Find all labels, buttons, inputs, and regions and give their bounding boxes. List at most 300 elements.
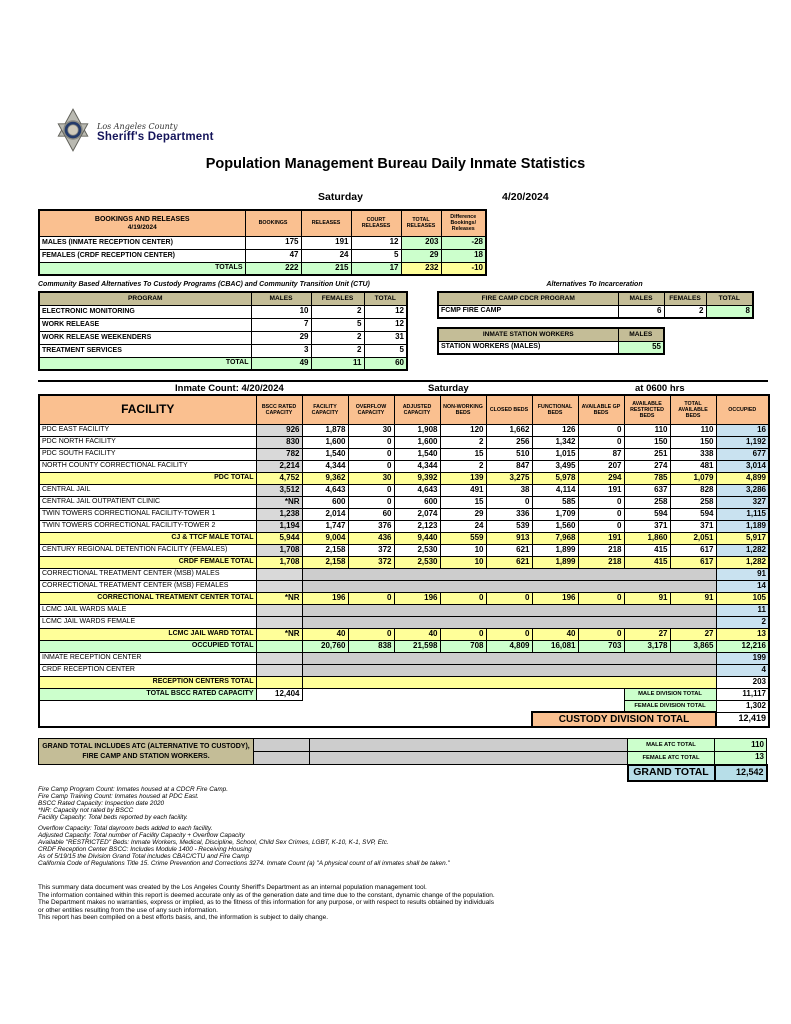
occupied-value: 4 — [716, 664, 769, 676]
cell-value: 594 — [670, 508, 716, 520]
cell-value: 47 — [245, 249, 301, 262]
disclaimer-line: The information contained within this report is deemed accurate only as of the generation date and time due to the constant, dynamic change of the population. — [38, 891, 495, 899]
totals-value: 9,004 — [302, 532, 348, 544]
cell-value: 1,189 — [716, 520, 769, 532]
cell-value: 481 — [670, 460, 716, 472]
row-label: LCMC JAIL WARDS FEMALE — [39, 616, 256, 628]
cell-value: 258 — [624, 496, 670, 508]
row-label: CRDF RECEPTION CENTER — [39, 664, 256, 676]
totals-value: 2,158 — [302, 556, 348, 568]
cbac-header-row — [39, 292, 407, 305]
inmate-count-time: at 0600 hrs — [635, 383, 685, 394]
cell-value: 0 — [578, 520, 624, 532]
totals-value: 372 — [348, 556, 394, 568]
fire-camp-table — [437, 291, 754, 319]
totals-value: 4,899 — [716, 472, 769, 484]
cell-value: 3 — [251, 344, 311, 357]
cbac-row — [39, 344, 407, 357]
cell-value: 510 — [486, 448, 532, 460]
row-label: MALES (INMATE RECEPTION CENTER) — [39, 236, 245, 249]
totals-value: 0 — [486, 628, 532, 640]
facility-row — [39, 484, 769, 496]
grand-total-table — [38, 738, 768, 782]
cell-value: 0 — [348, 460, 394, 472]
cbac-row — [39, 318, 407, 331]
footnote-line: California Code of Regulations Title 15. Crime Prevention and Corrections 3274. Inmate Count (a) "A physical count of all inmates shall be taken." — [38, 859, 450, 867]
cell-value: 2,123 — [394, 520, 440, 532]
column-header: TOTAL — [364, 292, 407, 305]
totals-value: 12,216 — [716, 640, 769, 652]
cell-value: 24 — [301, 249, 351, 262]
footnotes-group1 — [38, 787, 228, 822]
cell-value: 55 — [618, 341, 664, 354]
grand-total-note: GRAND TOTAL INCLUDES ATC (ALTERNATIVE TO CUSTODY), FIRE CAMP AND STATION WORKERS. — [39, 739, 254, 765]
column-header: TOTAL RELEASES — [401, 210, 441, 236]
cbac-row — [39, 331, 407, 344]
totals-value: 1,282 — [716, 556, 769, 568]
cell-value: 5 — [364, 344, 407, 357]
cell-value: 372 — [348, 544, 394, 556]
cbac-title: Community Based Alternatives To Custody Programs (CBAC) and Community Transition Unit (CTU) — [38, 281, 370, 288]
subtotal-row — [39, 472, 769, 484]
cell-value: 830 — [256, 436, 302, 448]
cell-value: 338 — [670, 448, 716, 460]
disclaimer-line: This report has been compiled on a best efforts basis, and, the information is subject to daily change. — [38, 914, 329, 922]
column-header: BOOKINGS — [245, 210, 301, 236]
occupied-value: 14 — [716, 580, 769, 592]
facility-row — [39, 448, 769, 460]
disclaimer-line: or other entities resulting from the use of any such information. — [38, 906, 218, 914]
inmate-count-label — [175, 383, 284, 394]
cell-value: 1,282 — [716, 544, 769, 556]
cell-value: 0 — [348, 448, 394, 460]
totals-value: 5,978 — [532, 472, 578, 484]
cell-value: 29 — [401, 249, 441, 262]
footnote-line: Facility Capacity: Total beds reported by each facility. — [38, 813, 188, 821]
facility-count-table — [38, 394, 770, 728]
atc-value: 110 — [715, 739, 767, 752]
cell-value: 585 — [532, 496, 578, 508]
cell-value: 677 — [716, 448, 769, 460]
totals-value: 196 — [394, 592, 440, 604]
totals-value: 708 — [440, 640, 486, 652]
row-label: PDC NORTH FACILITY — [39, 436, 256, 448]
inmate-count-date: 4/20/2024 — [241, 383, 284, 394]
span-row — [39, 568, 769, 580]
cell-value: 0 — [578, 424, 624, 436]
totals-value: 0 — [578, 628, 624, 640]
facility-row — [39, 460, 769, 472]
facility-row — [39, 424, 769, 436]
row-label: TWIN TOWERS CORRECTIONAL FACILITY-TOWER 2 — [39, 520, 256, 532]
row-label: FCMP FIRE CAMP — [438, 305, 618, 318]
empty-cell — [256, 664, 302, 676]
division-value: 1,302 — [716, 700, 769, 712]
cell-value: 5 — [351, 249, 401, 262]
empty-cell — [256, 676, 302, 688]
row-label: PDC SOUTH FACILITY — [39, 448, 256, 460]
cell-value: 1,747 — [302, 520, 348, 532]
row-label: NORTH COUNTY CORRECTIONAL FACILITY — [39, 460, 256, 472]
spacer-cell — [254, 752, 310, 765]
empty-cell — [256, 580, 302, 592]
totals-value: 17 — [351, 262, 401, 275]
totals-value: 703 — [578, 640, 624, 652]
spacer — [302, 688, 624, 700]
column-header: Difference Bookings/ Releases — [441, 210, 486, 236]
custody-total-row — [39, 712, 769, 727]
cell-value: 38 — [486, 484, 532, 496]
logo-text — [97, 122, 214, 143]
station-workers-table — [437, 327, 665, 355]
cell-value: 1,115 — [716, 508, 769, 520]
cell-value: 1,708 — [256, 544, 302, 556]
cell-value: 15 — [440, 448, 486, 460]
totals-value: 1,079 — [670, 472, 716, 484]
row-label: CENTURY REGIONAL DETENTION FACILITY (FEMALES) — [39, 544, 256, 556]
cell-value: 1,238 — [256, 508, 302, 520]
cell-value: 207 — [578, 460, 624, 472]
sheriff-star-icon — [54, 108, 92, 157]
totals-label: PDC TOTAL — [39, 472, 256, 484]
cell-value: 110 — [624, 424, 670, 436]
bookings-row — [39, 249, 486, 262]
footnote-line: CRDF Reception Center BSCC: Includes Module 1400 - Receiving Housing — [38, 845, 252, 853]
logo-department: Sheriff's Department — [97, 131, 214, 143]
cell-value: 782 — [256, 448, 302, 460]
footnote-line: Fire Camp Program Count: Inmates housed at a CDCR Fire Camp. — [38, 786, 229, 793]
cell-value: 327 — [716, 496, 769, 508]
row-label: LCMC JAIL WARDS MALE — [39, 604, 256, 616]
totals-value: 3,865 — [670, 640, 716, 652]
footnote-line: As of 5/19/15 the Division Grand Total includes CBAC/CTU and Fire Camp — [38, 852, 250, 860]
bookings-table — [38, 209, 487, 276]
cell-value: 4,344 — [394, 460, 440, 472]
totals-value: 196 — [302, 592, 348, 604]
cell-value: 336 — [486, 508, 532, 520]
cell-value: 371 — [624, 520, 670, 532]
subtotal-row — [39, 532, 769, 544]
merged-cell — [302, 664, 716, 676]
totals-value: 232 — [401, 262, 441, 275]
cell-value: 2 — [664, 305, 706, 318]
totals-value: 4,752 — [256, 472, 302, 484]
totals-value: 13 — [716, 628, 769, 640]
cell-value: 3,014 — [716, 460, 769, 472]
totals-value: 0 — [440, 592, 486, 604]
totals-value: 27 — [670, 628, 716, 640]
disclaimer-line: This summary data document was created by the Los Angeles County Sheriff's Department as an internal population management tool. — [38, 884, 427, 891]
lasd-logo — [54, 108, 214, 157]
column-header: TOTAL — [706, 292, 753, 305]
cell-value: 1,192 — [716, 436, 769, 448]
totals-value: 9,440 — [394, 532, 440, 544]
totals-value: 196 — [532, 592, 578, 604]
cell-value: 621 — [486, 544, 532, 556]
totals-value: 1,708 — [256, 556, 302, 568]
row-label: CENTRAL JAIL OUTPATIENT CLINIC — [39, 496, 256, 508]
cell-value: 16 — [716, 424, 769, 436]
column-header: MALES — [251, 292, 311, 305]
cell-value: 1,899 — [532, 544, 578, 556]
totals-value: 215 — [301, 262, 351, 275]
column-header: FIRE CAMP CDCR PROGRAM — [438, 292, 618, 305]
totals-value: 5,917 — [716, 532, 769, 544]
totals-value: 436 — [348, 532, 394, 544]
bookings-subtitle: 4/19/2024 — [127, 223, 157, 231]
ati-title: Alternatives To Incarceration — [546, 281, 643, 288]
totals-value: *NR — [256, 628, 302, 640]
spacer — [39, 765, 628, 781]
column-header: FACILITY CAPACITY — [302, 395, 348, 424]
spacer-cell — [310, 752, 628, 765]
column-header: COURT RELEASES — [351, 210, 401, 236]
column-header: BSCC RATED CAPACITY — [256, 395, 302, 424]
logo-county: Los Angeles County — [97, 122, 178, 131]
totals-value: 0 — [348, 628, 394, 640]
division-label: MALE DIVISION TOTAL — [624, 688, 716, 700]
totals-value: 30 — [348, 472, 394, 484]
row-label: TWIN TOWERS CORRECTIONAL FACILITY-TOWER 1 — [39, 508, 256, 520]
column-header: AVAILABLE RESTRICTED BEDS — [624, 395, 670, 424]
span-row — [39, 664, 769, 676]
cell-value: 4,344 — [302, 460, 348, 472]
facility-row — [39, 436, 769, 448]
cell-value: 2,214 — [256, 460, 302, 472]
totals-label: CJ & TTCF MALE TOTAL — [39, 532, 256, 544]
column-header: TOTAL AVAILABLE BEDS — [670, 395, 716, 424]
totals-label: OCCUPIED TOTAL — [39, 640, 256, 652]
totals-value: 40 — [394, 628, 440, 640]
cell-value: 60 — [348, 508, 394, 520]
cell-value: 4,643 — [394, 484, 440, 496]
totals-value: 838 — [348, 640, 394, 652]
row-label: WORK RELEASE WEEKENDERS — [39, 331, 251, 344]
cell-value: 150 — [670, 436, 716, 448]
inmate-count-day: Saturday — [428, 383, 469, 394]
totals-value: 621 — [486, 556, 532, 568]
column-header: AVAILABLE GP BEDS — [578, 395, 624, 424]
cell-value: *NR — [256, 496, 302, 508]
facility-row — [39, 520, 769, 532]
totals-value: 9,362 — [302, 472, 348, 484]
division-label: FEMALE DIVISION TOTAL — [624, 700, 716, 712]
spacer-cell — [310, 739, 628, 752]
cell-value: 2,158 — [302, 544, 348, 556]
cell-value: 1,878 — [302, 424, 348, 436]
totals-value: 20,760 — [302, 640, 348, 652]
totals-value: 40 — [302, 628, 348, 640]
span-row — [39, 616, 769, 628]
row-label: CORRECTIONAL TREATMENT CENTER (MSB) FEMALES — [39, 580, 256, 592]
totals-value: 1,899 — [532, 556, 578, 568]
column-header: MALES — [618, 328, 664, 341]
cell-value: 3,286 — [716, 484, 769, 496]
bookings-title-cell — [39, 210, 245, 236]
cell-value: 203 — [401, 236, 441, 249]
bookings-header-row — [39, 210, 486, 236]
cell-value: 2,074 — [394, 508, 440, 520]
cell-value: 1,662 — [486, 424, 532, 436]
row-label: CENTRAL JAIL — [39, 484, 256, 496]
totals-value: 5,944 — [256, 532, 302, 544]
cell-value: 1,342 — [532, 436, 578, 448]
totals-value: 16,081 — [532, 640, 578, 652]
cell-value: 0 — [578, 496, 624, 508]
span-row — [39, 652, 769, 664]
totals-value: 913 — [486, 532, 532, 544]
page-title: Population Management Bureau Daily Inmate Statistics — [205, 156, 586, 172]
column-header: FEMALES — [664, 292, 706, 305]
totals-value — [256, 640, 302, 652]
totals-value: 415 — [624, 556, 670, 568]
cell-value: 29 — [251, 331, 311, 344]
grand-total-row — [39, 765, 767, 781]
facility-header-row — [39, 395, 769, 424]
row-label: TREATMENT SERVICES — [39, 344, 251, 357]
occupied-value: 203 — [716, 676, 769, 688]
cell-value: 2 — [311, 331, 364, 344]
spacer-cell — [254, 739, 310, 752]
column-header: FEMALES — [311, 292, 364, 305]
cell-value: 1,015 — [532, 448, 578, 460]
cell-value: 24 — [440, 520, 486, 532]
empty-cell — [256, 568, 302, 580]
cell-value: 926 — [256, 424, 302, 436]
totals-label: TOTALS — [39, 262, 245, 275]
grand-total-label: GRAND TOTAL — [628, 765, 715, 781]
cell-value: 491 — [440, 484, 486, 496]
totals-value: 10 — [440, 556, 486, 568]
totals-value: 91 — [670, 592, 716, 604]
cell-value: 12 — [351, 236, 401, 249]
cell-value: 258 — [670, 496, 716, 508]
row-label: FEMALES (CRDF RECEPTION CENTER) — [39, 249, 245, 262]
totals-value: 559 — [440, 532, 486, 544]
bookings-row — [39, 236, 486, 249]
merged-cell — [302, 568, 716, 580]
cell-value: 600 — [394, 496, 440, 508]
empty-cell — [256, 604, 302, 616]
totals-value: 60 — [364, 357, 407, 370]
custody-division-value: 12,419 — [716, 712, 769, 727]
cell-value: 12 — [364, 318, 407, 331]
totals-value: 1,860 — [624, 532, 670, 544]
totals-value: 105 — [716, 592, 769, 604]
column-header: INMATE STATION WORKERS — [438, 328, 618, 341]
totals-value: 11 — [311, 357, 364, 370]
cell-value: 191 — [301, 236, 351, 249]
cell-value: 2 — [311, 305, 364, 318]
totals-value: 3,275 — [486, 472, 532, 484]
bscc-total-row — [39, 688, 769, 700]
row-label: CORRECTIONAL TREATMENT CENTER (MSB) MALES — [39, 568, 256, 580]
atc-label: FEMALE ATC TOTAL — [628, 752, 715, 765]
division-total-row — [39, 700, 769, 712]
fire-camp-row — [438, 305, 753, 318]
column-header: RELEASES — [301, 210, 351, 236]
totals-value: 617 — [670, 556, 716, 568]
cell-value: 5 — [311, 318, 364, 331]
column-header: CLOSED BEDS — [486, 395, 532, 424]
cell-value: 4,643 — [302, 484, 348, 496]
column-header: NON-WORKING BEDS — [440, 395, 486, 424]
column-header: PROGRAM — [39, 292, 251, 305]
cell-value: 87 — [578, 448, 624, 460]
occupied-value: 2 — [716, 616, 769, 628]
cell-value: 2 — [311, 344, 364, 357]
cell-value: 594 — [624, 508, 670, 520]
facility-row — [39, 544, 769, 556]
footnote-line: Adjusted Capacity: Total number of Facility Capacity + Overflow Capacity — [38, 831, 245, 839]
grand-total-value: 12,542 — [715, 765, 767, 781]
cell-value: 31 — [364, 331, 407, 344]
occupied-value: 199 — [716, 652, 769, 664]
cell-value: 256 — [486, 436, 532, 448]
cbac-table — [38, 291, 408, 371]
cell-value: 10 — [251, 305, 311, 318]
cell-value: 0 — [578, 436, 624, 448]
footnote-line: Available "RESTRICTED" Beds: Inmate Workers, Medical, Discipline, School, Child Sex Crimes, LGBT, K-10, K-1, SVP, Etc. — [38, 838, 389, 846]
totals-value: 3,178 — [624, 640, 670, 652]
totals-value: 0 — [486, 592, 532, 604]
merged-cell — [302, 676, 716, 688]
row-label: STATION WORKERS (MALES) — [438, 341, 618, 354]
cell-value: 274 — [624, 460, 670, 472]
cell-value: 6 — [618, 305, 664, 318]
cell-value: 150 — [624, 436, 670, 448]
custody-division-label: CUSTODY DIVISION TOTAL — [532, 712, 716, 727]
totals-value: 139 — [440, 472, 486, 484]
cell-value: 1,540 — [302, 448, 348, 460]
cell-value: 120 — [440, 424, 486, 436]
cell-value: 828 — [670, 484, 716, 496]
row-label: PDC EAST FACILITY — [39, 424, 256, 436]
spacer — [39, 712, 532, 727]
cell-value: 3,495 — [532, 460, 578, 472]
occupied-total-row — [39, 640, 769, 652]
footnote-line: Overflow Capacity: Total dayroom beds added to each facility. — [38, 825, 213, 832]
span-row — [39, 604, 769, 616]
cell-value: 2 — [440, 460, 486, 472]
cell-value: 2,530 — [394, 544, 440, 556]
cell-value: 0 — [578, 508, 624, 520]
row-label: WORK RELEASE — [39, 318, 251, 331]
column-header: FACILITY — [39, 395, 256, 424]
column-header: MALES — [618, 292, 664, 305]
station-workers-row — [438, 341, 664, 354]
totals-value: 2,051 — [670, 532, 716, 544]
totals-value: 12,404 — [256, 688, 302, 700]
bookings-title: BOOKINGS AND RELEASES — [94, 215, 190, 223]
cell-value: 1,560 — [532, 520, 578, 532]
cell-value: 0 — [348, 484, 394, 496]
totals-value: 294 — [578, 472, 624, 484]
totals-label: TOTAL — [39, 357, 251, 370]
cell-value: 29 — [440, 508, 486, 520]
division-value: 11,117 — [716, 688, 769, 700]
cell-value: 1,194 — [256, 520, 302, 532]
subtotal-row — [39, 556, 769, 568]
disclaimer — [38, 884, 495, 922]
cell-value: 251 — [624, 448, 670, 460]
cell-value: 3,512 — [256, 484, 302, 496]
totals-label: CRDF FEMALE TOTAL — [39, 556, 256, 568]
cbac-totals-row — [39, 357, 407, 370]
cell-value: 0 — [486, 496, 532, 508]
totals-value: 785 — [624, 472, 670, 484]
column-header: ADJUSTED CAPACITY — [394, 395, 440, 424]
